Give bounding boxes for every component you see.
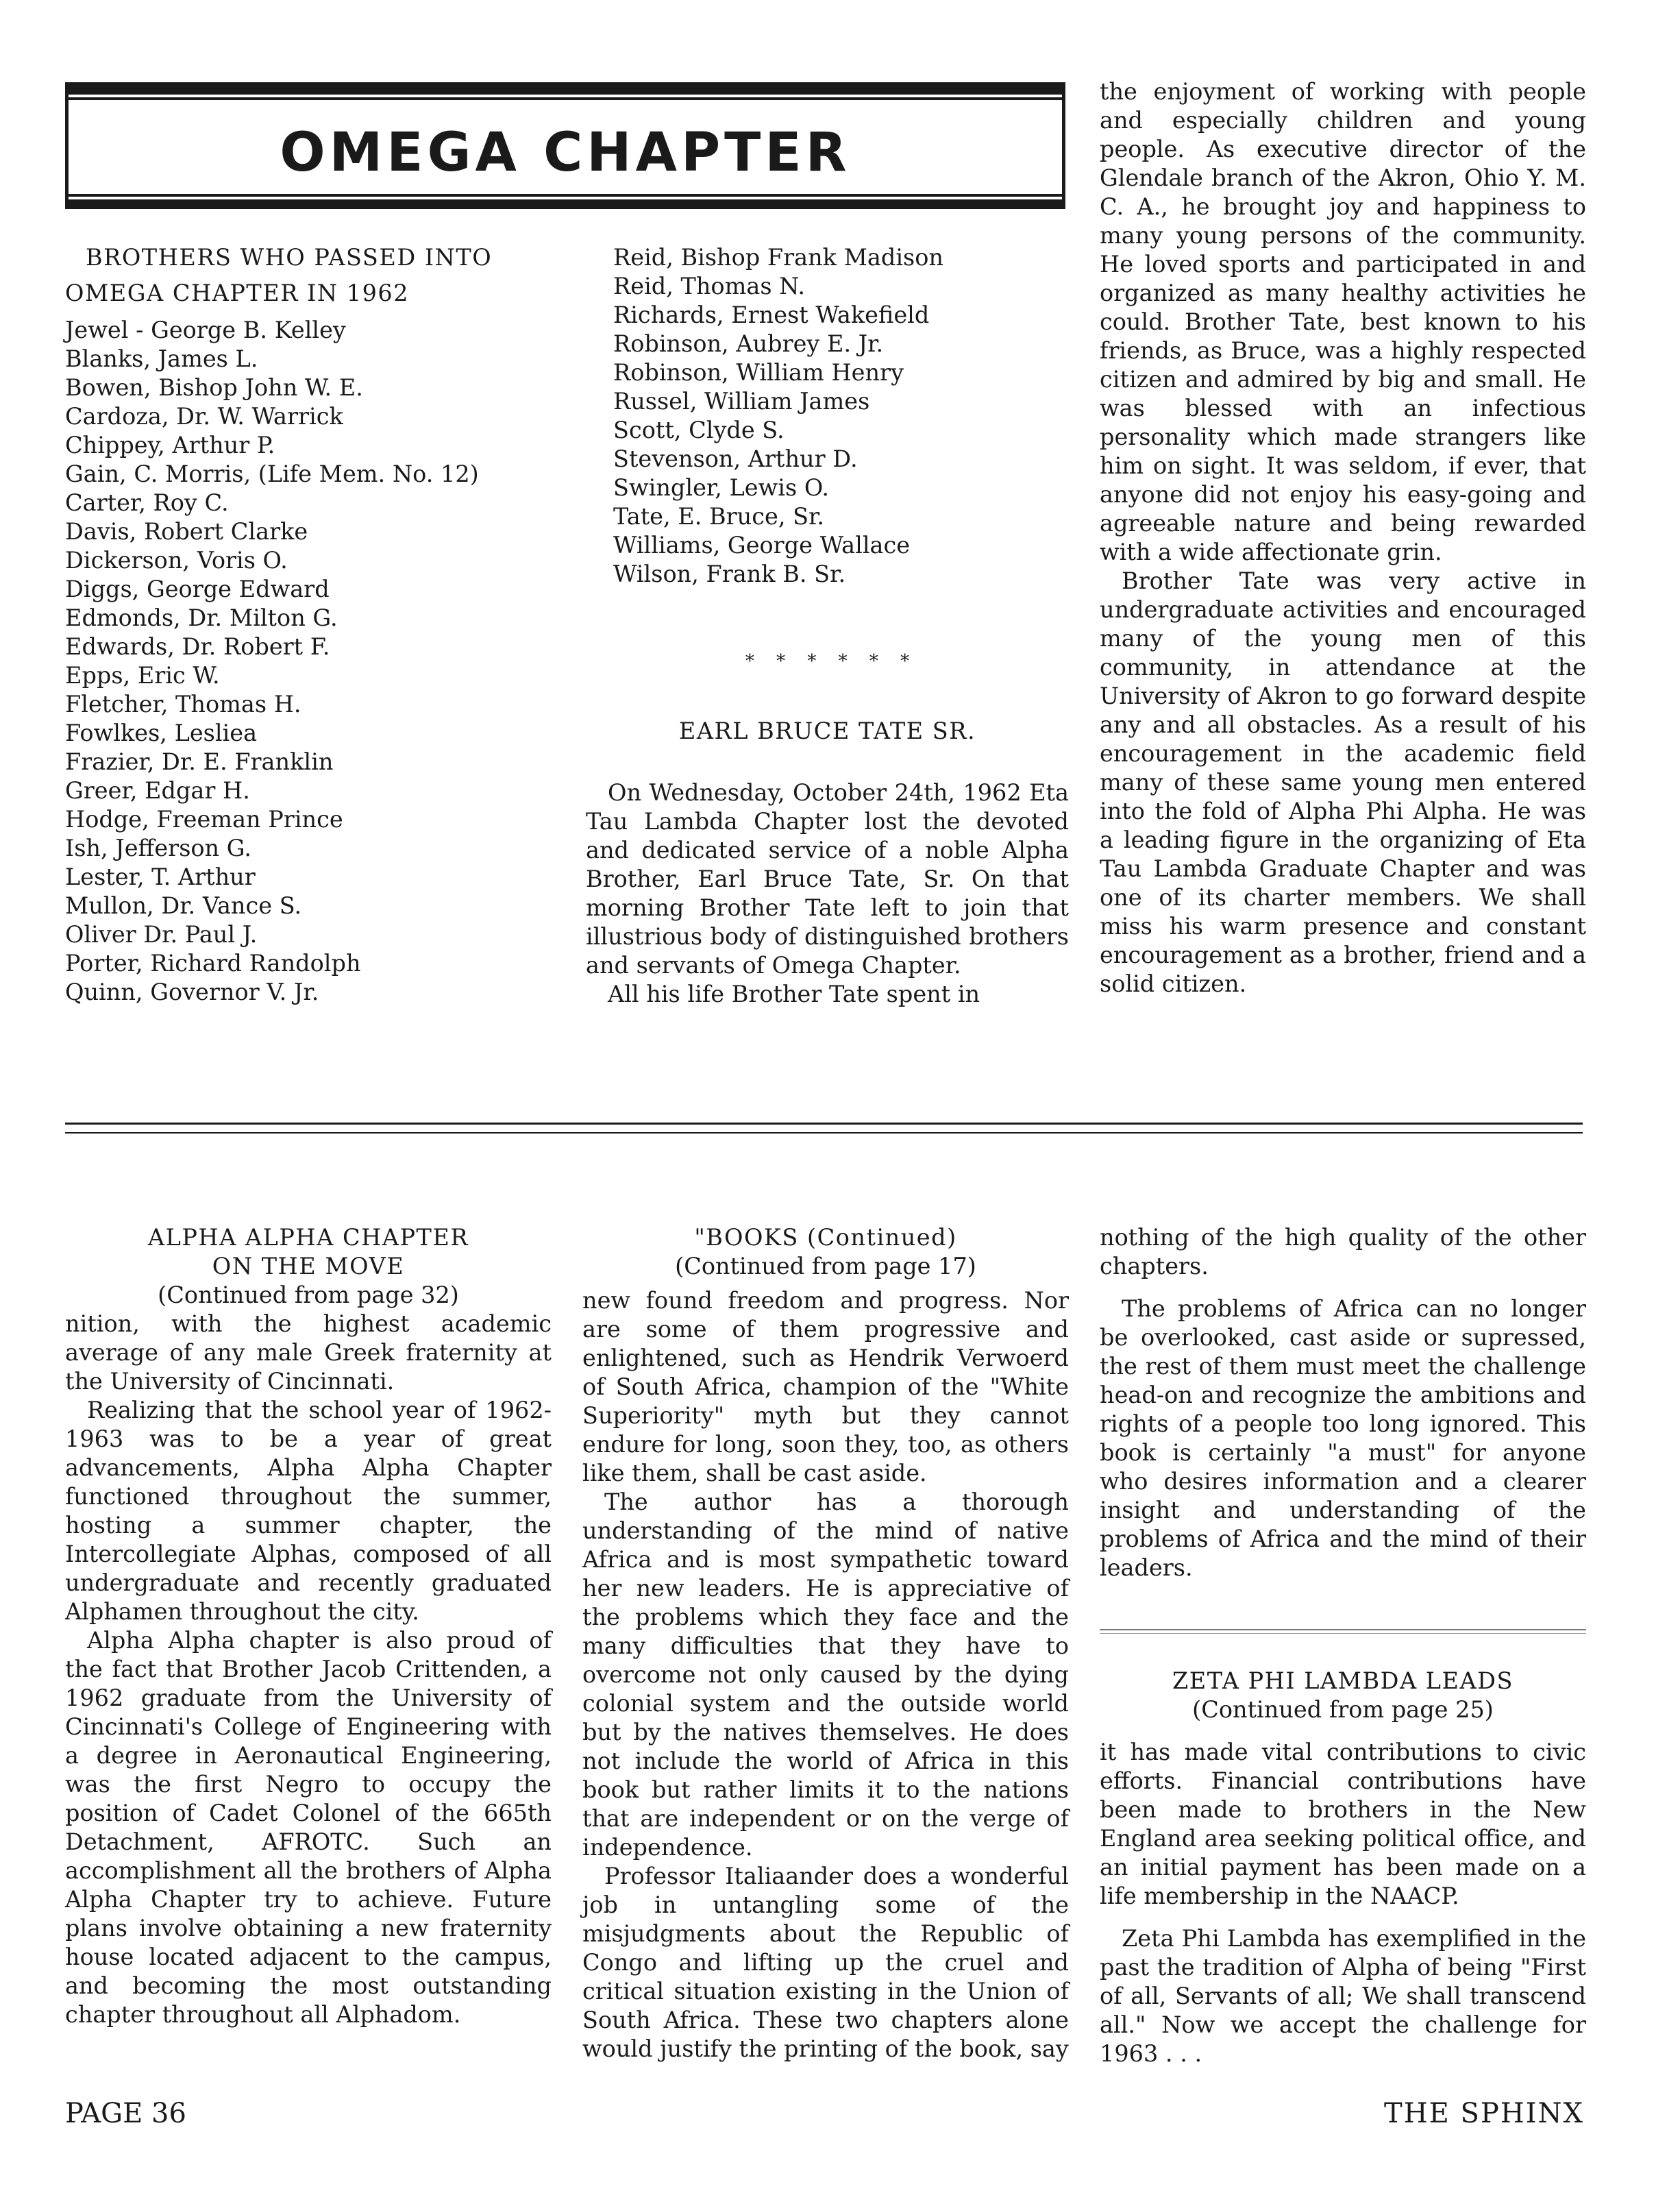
list-item: Robinson, Aubrey E. Jr. bbox=[613, 330, 884, 357]
tate-paragraph: All his life Brother Tate spent in bbox=[608, 981, 980, 1007]
list-item: Lester, T. Arthur bbox=[65, 863, 256, 890]
continued-note: (Continued from page 25) bbox=[1192, 1696, 1494, 1723]
list-item: Wilson, Frank B. Sr. bbox=[613, 561, 846, 587]
tate-paragraph: Brother Tate was very active in undergraduate activities and encouraged many of the young men of this community, in attendance at the University of Akron to go forward despite any and all obstacles. As a result of his encouragement in the academic field many of these same young men entered into the fold of Alpha Phi Alpha. He was a leading figure in the organizing of Eta Tau Lambda Graduate Chapter and was one of its charter members. We shall miss his warm presence and constant encouragement as a brother, friend and a solid citizen. bbox=[1100, 567, 1586, 997]
list-heading: OMEGA CHAPTER IN 1962 bbox=[65, 280, 410, 306]
section-separator-stars: * * * * * * bbox=[745, 651, 910, 672]
list-item: Russel, William James bbox=[613, 388, 870, 415]
zeta-heading: ZETA PHI LAMBDA LEADS bbox=[1172, 1667, 1514, 1694]
list-item: Epps, Eric W. bbox=[65, 662, 220, 689]
books-heading: "BOOKS (Continued) bbox=[694, 1224, 957, 1251]
list-item: Stevenson, Arthur D. bbox=[613, 445, 858, 472]
list-item: Swingler, Lewis O. bbox=[613, 474, 829, 501]
column-divider bbox=[1100, 1629, 1586, 1630]
list-item: Fowlkes, Lesliea bbox=[65, 720, 258, 746]
list-item: Frazier, Dr. E. Franklin bbox=[65, 748, 334, 775]
list-item: Blanks, James L. bbox=[65, 345, 258, 372]
list-item: Diggs, George Edward bbox=[65, 576, 330, 602]
alpha-heading: ON THE MOVE bbox=[212, 1253, 405, 1279]
books-paragraph: Professor Italiaander does a wonderful job in untangling some of the misjudgments about the Republic of Congo and lifting up the cruel and critical situation existing in the Union of South Africa. These two chapters alone would justify the printing of the book, say bbox=[582, 1863, 1069, 2062]
list-item: Ish, Jefferson G. bbox=[65, 835, 251, 861]
page-title: OMEGA CHAPTER bbox=[280, 122, 851, 184]
tate-heading: EARL BRUCE TATE SR. bbox=[678, 718, 976, 744]
list-item: Hodge, Freeman Prince bbox=[65, 806, 343, 833]
list-item: Chippey, Arthur P. bbox=[65, 432, 275, 458]
list-item: Edwards, Dr. Robert F. bbox=[65, 633, 330, 660]
omega-list-col1 bbox=[65, 243, 572, 1007]
tate-paragraph: the enjoyment of working with people and especially children and young people. As executive director of the Glendale branch of the Akron, Ohio Y. M. C. A., he brought joy and happiness to many young persons of the community. He loved sports and participated in and organized as many healthy activities he could. Brother Tate, best known to his friends, as Bruce, was a highly respected citizen and admired by big and small. He was blessed with an infectious personality which made strangers like him on sight. It was seldom, if ever, that anyone did not enjoy his easy-going and agreeable nature and being rewarded with a wide affectionate grin. bbox=[1100, 78, 1586, 565]
list-item: Gain, C. Morris, (Life Mem. No. 12) bbox=[65, 461, 479, 487]
column-divider bbox=[1100, 1633, 1586, 1634]
list-item: Quinn, Governor V. Jr. bbox=[65, 979, 319, 1005]
books-paragraph: nothing of the high quality of the other chapters. bbox=[1100, 1224, 1586, 1279]
list-item: Richards, Ernest Wakefield bbox=[613, 302, 930, 328]
omega-title-box bbox=[65, 82, 1065, 209]
alpha-col bbox=[65, 1223, 552, 2029]
list-item: Porter, Richard Randolph bbox=[65, 950, 361, 977]
list-item: Reid, Bishop Frank Madison bbox=[613, 244, 943, 271]
list-item: Greer, Edgar H. bbox=[65, 777, 250, 804]
list-item: Carter, Roy C. bbox=[65, 489, 229, 516]
omega-col2 bbox=[586, 243, 1069, 1009]
section-divider bbox=[65, 1123, 1583, 1125]
list-item: Tate, E. Bruce, Sr. bbox=[613, 503, 825, 530]
list-item: Oliver Dr. Paul J. bbox=[65, 921, 258, 948]
continued-note: (Continued from page 32) bbox=[158, 1282, 459, 1308]
books-paragraph: new found freedom and progress. Nor are some of them progressive and enlightened, such as Hendrik Verwoerd of South Africa, champion of the "White Superiority" myth but they cannot endure for long, soon they, too, as others like them, shall be cast aside. bbox=[582, 1287, 1069, 1486]
page-number: PAGE 36 bbox=[65, 2098, 186, 2129]
tate-paragraph: On Wednesday, October 24th, 1962 Eta Tau Lambda Chapter lost the devoted and dedicated service of a noble Alpha Brother, Earl Bruce Tate, Sr. On that morning Brother Tate left to join that illustrious body of distinguished brothers and servants of Omega Chapter. bbox=[586, 779, 1069, 979]
alpha-paragraph: Realizing that the school year of 1962-1963 was to be a year of great advancements, Alpha Alpha Chapter functioned throughout the summer, hosting a summer chapter, the Intercollegiate Alphas, composed of all undergraduate and recently graduated Alphamen throughout the city. bbox=[65, 1397, 552, 1625]
list-item: Edmonds, Dr. Milton G. bbox=[65, 604, 338, 631]
magazine-name: THE SPHINX bbox=[1384, 2098, 1584, 2129]
zeta-paragraph: Zeta Phi Lambda has exemplified in the past the tradition of Alpha of being "First of all, Servants of all; We shall transcend all." Now we accept the challenge for 1963 . . . bbox=[1100, 1925, 1586, 2067]
books-col bbox=[582, 1223, 1069, 2063]
list-item: Williams, George Wallace bbox=[613, 532, 911, 559]
omega-col3 bbox=[1100, 77, 1586, 999]
list-item: Bowen, Bishop John W. E. bbox=[65, 374, 363, 401]
alpha-paragraph: Alpha Alpha chapter is also proud of the fact that Brother Jacob Crittenden, a 1962 graduate from the University of Cincinnati's College of Engineering with a degree in Aeronautical Engineering, was the first Negro to occupy the position of Cadet Colonel of the 665th Detachment, AFROTC. Such an accomplishment all the brothers of Alpha Alpha Chapter try to achieve. Future plans involve obtaining a new fraternity house located adjacent to the campus, and becoming the most outstanding chapter throughout all Alphadom. bbox=[65, 1627, 552, 2028]
list-item: Cardoza, Dr. W. Warrick bbox=[65, 403, 343, 430]
list-item: Reid, Thomas N. bbox=[613, 273, 805, 299]
list-item: Fletcher, Thomas H. bbox=[65, 691, 301, 718]
list-item: Dickerson, Voris O. bbox=[65, 547, 288, 574]
list-item: Davis, Robert Clarke bbox=[65, 518, 308, 545]
list-heading: BROTHERS WHO PASSED INTO bbox=[86, 244, 493, 271]
list-item: Scott, Clyde S. bbox=[613, 417, 785, 443]
list-item: Jewel - George B. Kelley bbox=[65, 317, 346, 343]
section-divider bbox=[65, 1132, 1583, 1134]
alpha-paragraph: nition, with the highest academic average of any male Greek fraternity at the University of Cincinnati. bbox=[65, 1310, 552, 1395]
books-zeta-col bbox=[1100, 1223, 1586, 2068]
books-paragraph: The problems of Africa can no longer be overlooked, cast aside or supressed, the rest of them must meet the challenge head-on and recognize the ambitions and rights of a people too long ignored. This book is certainly "a must" for anyone who desires information and a clearer insight and understanding of the problems of Africa and the mind of their leaders. bbox=[1100, 1295, 1586, 1581]
zeta-paragraph: it has made vital contributions to civic efforts. Financial contributions have been made to brothers in the New England area seeking political office, and an initial payment has been made on a life membership in the NAACP. bbox=[1100, 1739, 1586, 1909]
alpha-heading: ALPHA ALPHA CHAPTER bbox=[147, 1224, 469, 1251]
books-paragraph: The author has a thorough understanding of the mind of native Africa and is most sympathetic toward her new leaders. He is appreciative of the problems which they face and the many difficulties that they have to overcome not only caused by the dying colonial system and the outside world but by the natives themselves. He does not include the world of Africa in this book but rather limits it to the nations that are independent or on the verge of independence. bbox=[582, 1488, 1069, 1861]
list-item: Robinson, William Henry bbox=[613, 359, 904, 386]
list-item: Mullon, Dr. Vance S. bbox=[65, 892, 302, 919]
continued-note: (Continued from page 17) bbox=[675, 1253, 976, 1279]
